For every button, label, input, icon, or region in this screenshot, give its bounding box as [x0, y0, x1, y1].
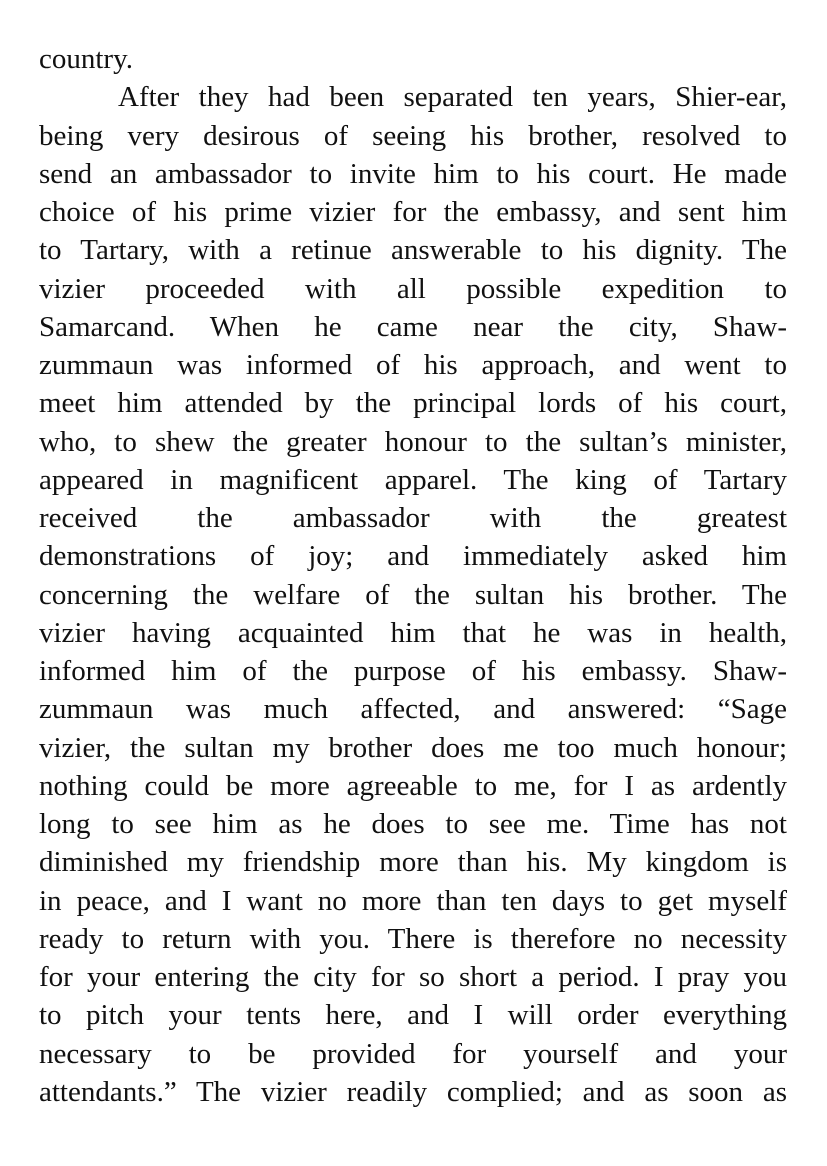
text-line: in peace, and I want no more than ten days to get myself [39, 884, 787, 917]
text-line: country. [39, 43, 133, 75]
text-line: choice of his prime vizier for the embassy, and sent him [39, 196, 787, 228]
text-line: to pitch your tents here, and I will order everything [39, 999, 787, 1032]
text-line: appeared in magnificent apparel. The king of Tartary [39, 463, 787, 496]
text-line: demonstrations of joy; and immediately asked him [39, 540, 787, 573]
text-line: concerning the welfare of the sultan his brother. The [39, 578, 787, 611]
text-line: to Tartary, with a retinue answerable to his dignity. The [39, 234, 787, 267]
document-page [39, 40, 787, 1111]
text-line: long to see him as he does to see me. Time has not [39, 808, 787, 840]
text-line: zummaun was much affected, and answered: “Sage [39, 693, 787, 726]
text-line: diminished my friendship more than his. My kingdom is [39, 846, 787, 879]
text-line: for your entering the city for so short a period. I pray you [39, 961, 787, 993]
text-line: Samarcand. When he came near the city, Shaw- [39, 310, 787, 343]
text-line: After they had been separated ten years, Shier-ear, [118, 81, 787, 114]
text-line: vizier having acquainted him that he was in health, [39, 616, 787, 649]
text-line: being very desirous of seeing his brother, resolved to [39, 119, 787, 152]
text-line: ready to return with you. There is therefore no necessity [39, 922, 787, 955]
text-line: vizier proceeded with all possible expedition to [39, 272, 787, 305]
text-line: meet him attended by the principal lords of his court, [39, 387, 787, 420]
text-line: zummaun was informed of his approach, and went to [39, 349, 787, 381]
text-line: necessary to be provided for yourself and your [39, 1037, 787, 1070]
text-line: attendants.” The vizier readily complied; and as soon as [39, 1075, 787, 1108]
text-line: send an ambassador to invite him to his court. He made [39, 157, 787, 190]
text-line: vizier, the sultan my brother does me too much honour; [39, 731, 787, 764]
text-line: received the ambassador with the greatest [39, 502, 787, 534]
text-line: who, to shew the greater honour to the sultan’s minister, [39, 425, 787, 458]
text-line: informed him of the purpose of his embassy. Shaw- [39, 655, 787, 687]
text-line: nothing could be more agreeable to me, for I as ardently [39, 769, 787, 802]
